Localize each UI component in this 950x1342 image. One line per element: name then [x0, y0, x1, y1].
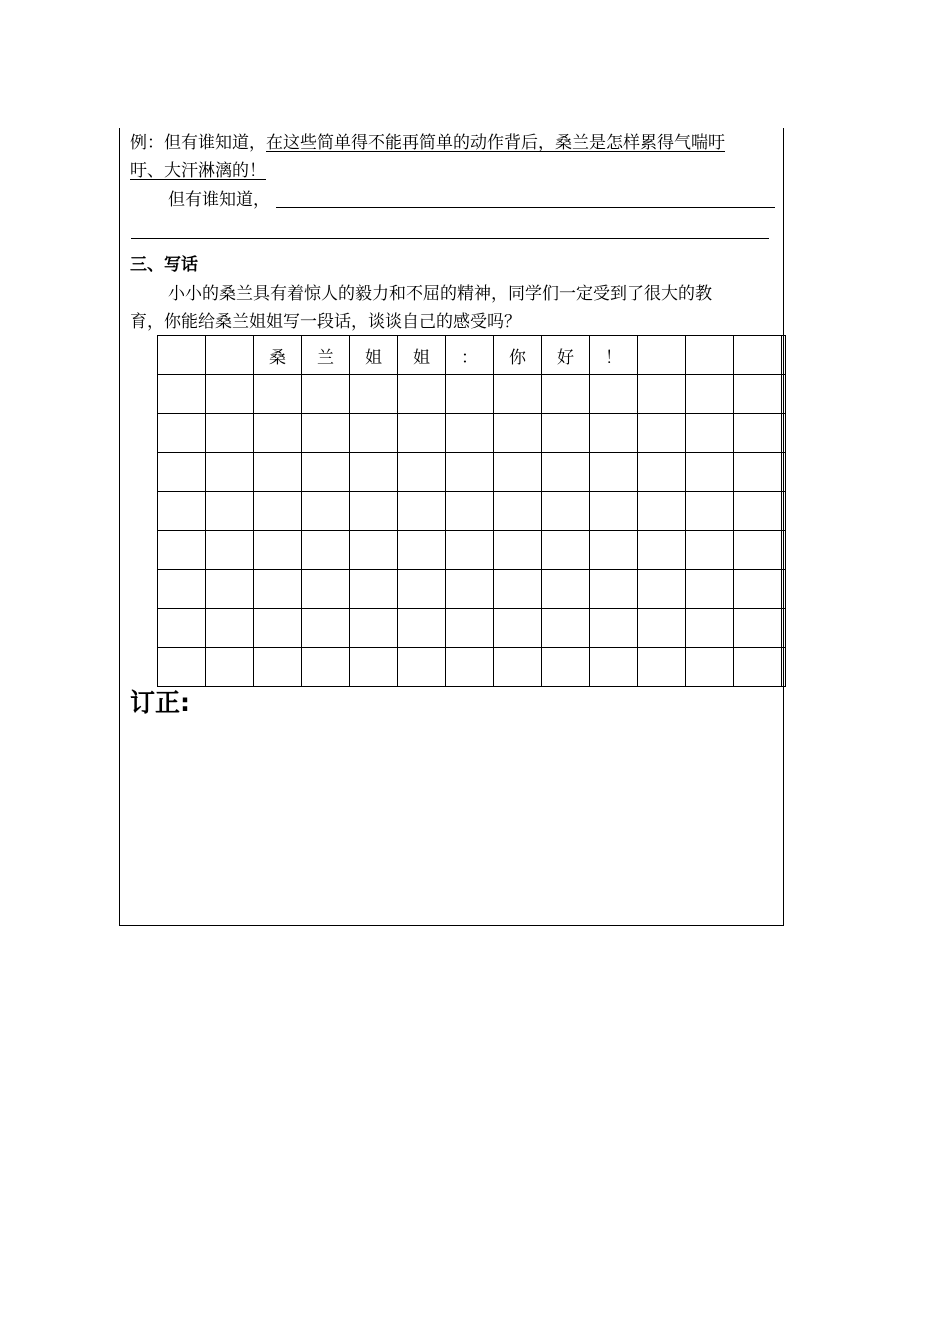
grid-row [158, 414, 786, 453]
grid-cell[interactable] [686, 648, 734, 687]
grid-cell[interactable] [254, 570, 302, 609]
grid-cell[interactable] [686, 609, 734, 648]
example-prefix: 例：但有谁知道， [130, 133, 266, 153]
example-underlined-2: 吁、大汗淋漓的！ [130, 161, 266, 181]
grid-cell[interactable] [254, 375, 302, 414]
grid-cell[interactable] [734, 492, 782, 531]
grid-cell[interactable] [638, 414, 686, 453]
grid-cell[interactable] [158, 609, 206, 648]
grid-cell[interactable] [350, 570, 398, 609]
grid-cell[interactable] [350, 648, 398, 687]
grid-cell[interactable] [254, 492, 302, 531]
grid-cell[interactable] [350, 414, 398, 453]
grid-cell[interactable] [350, 609, 398, 648]
grid-cell[interactable] [542, 531, 590, 570]
grid-cell[interactable] [590, 492, 638, 531]
grid-cell[interactable] [494, 375, 542, 414]
grid-cell[interactable] [206, 336, 254, 375]
grid-cell[interactable] [494, 648, 542, 687]
grid-cell[interactable] [638, 648, 686, 687]
grid-cell[interactable] [398, 492, 446, 531]
grid-cell[interactable] [206, 609, 254, 648]
grid-cell[interactable] [446, 414, 494, 453]
grid-cell[interactable] [446, 492, 494, 531]
grid-cell[interactable]: 你 [494, 336, 542, 375]
example-underlined-1: 在这些简单得不能再简单的动作背后，桑兰是怎样累得气喘吁 [266, 133, 725, 153]
grid-cell[interactable] [350, 492, 398, 531]
example-sentence-line1 [130, 131, 725, 155]
grid-cell[interactable] [638, 453, 686, 492]
grid-cell[interactable] [686, 492, 734, 531]
grid-row [158, 453, 786, 492]
grid-cell[interactable] [446, 609, 494, 648]
grid-cell[interactable] [206, 492, 254, 531]
grid-cell[interactable] [590, 453, 638, 492]
grid-cell[interactable] [446, 453, 494, 492]
grid-cell[interactable] [446, 531, 494, 570]
grid-cell[interactable] [494, 531, 542, 570]
grid-cell[interactable] [350, 453, 398, 492]
grid-cell[interactable] [590, 609, 638, 648]
grid-cell[interactable] [302, 531, 350, 570]
grid-cell[interactable]: 桑 [254, 336, 302, 375]
example-sentence-line2 [130, 159, 266, 183]
correction-label: 订正: [130, 688, 190, 717]
grid-edge-cell [782, 414, 786, 453]
grid-cell[interactable] [542, 609, 590, 648]
grid-cell[interactable] [686, 375, 734, 414]
grid-cell[interactable] [302, 648, 350, 687]
grid-edge-cell [782, 492, 786, 531]
grid-cell[interactable] [158, 531, 206, 570]
grid-cell[interactable] [398, 648, 446, 687]
grid-cell[interactable] [494, 453, 542, 492]
grid-cell[interactable] [494, 492, 542, 531]
grid-cell[interactable] [398, 375, 446, 414]
grid-cell[interactable] [590, 414, 638, 453]
writing-prompt-line1: 小小的桑兰具有着惊人的毅力和不屈的精神，同学们一定受到了很大的教 [168, 284, 712, 304]
grid-cell[interactable] [206, 570, 254, 609]
grid-cell[interactable] [734, 648, 782, 687]
grid-edge-cell [782, 375, 786, 414]
grid-edge-cell [782, 648, 786, 687]
grid-cell[interactable] [542, 648, 590, 687]
grid-cell[interactable]: 姐 [398, 336, 446, 375]
grid-row [158, 531, 786, 570]
grid-cell[interactable] [398, 609, 446, 648]
grid-cell[interactable] [638, 570, 686, 609]
fill-in-prompt: 但有谁知道， [168, 190, 270, 210]
grid-cell[interactable]: 好 [542, 336, 590, 375]
grid-cell[interactable] [206, 453, 254, 492]
grid-cell[interactable] [254, 609, 302, 648]
grid-row [158, 570, 786, 609]
grid-cell[interactable] [542, 375, 590, 414]
grid-cell[interactable] [686, 570, 734, 609]
grid-cell[interactable] [302, 414, 350, 453]
grid-cell[interactable] [590, 531, 638, 570]
grid-cell[interactable] [446, 570, 494, 609]
grid-cell[interactable] [590, 375, 638, 414]
grid-cell[interactable] [206, 375, 254, 414]
grid-cell[interactable] [638, 609, 686, 648]
grid-cell[interactable] [494, 609, 542, 648]
grid-row [158, 648, 786, 687]
grid-cell[interactable] [590, 648, 638, 687]
grid-cell[interactable] [734, 414, 782, 453]
grid-cell[interactable] [542, 492, 590, 531]
grid-row [158, 336, 786, 375]
grid-row [158, 492, 786, 531]
grid-cell[interactable] [590, 570, 638, 609]
answer-blank-1[interactable] [276, 207, 775, 208]
grid-cell[interactable]: 姐 [350, 336, 398, 375]
writing-grid[interactable] [157, 335, 786, 687]
grid-cell[interactable] [302, 492, 350, 531]
grid-cell[interactable] [254, 531, 302, 570]
grid-cell[interactable] [686, 414, 734, 453]
writing-prompt-line2: 育，你能给桑兰姐姐写一段话，谈谈自己的感受吗？ [130, 312, 521, 332]
grid-row [158, 609, 786, 648]
grid-cell[interactable] [254, 648, 302, 687]
grid-cell[interactable] [302, 609, 350, 648]
grid-cell[interactable] [734, 570, 782, 609]
grid-cell[interactable] [734, 609, 782, 648]
grid-cell[interactable] [350, 375, 398, 414]
grid-cell[interactable] [446, 648, 494, 687]
grid-cell[interactable] [158, 375, 206, 414]
grid-cell[interactable] [206, 414, 254, 453]
grid-cell[interactable] [542, 453, 590, 492]
grid-cell[interactable] [158, 492, 206, 531]
answer-blank-2[interactable] [131, 238, 769, 239]
grid-edge-cell [782, 453, 786, 492]
grid-cell[interactable] [158, 453, 206, 492]
grid-cell[interactable] [254, 453, 302, 492]
grid-cell[interactable] [734, 453, 782, 492]
grid-edge-cell [782, 609, 786, 648]
grid-cell[interactable] [686, 531, 734, 570]
grid-cell[interactable] [206, 648, 254, 687]
grid-cell[interactable] [158, 648, 206, 687]
grid-edge-cell [782, 570, 786, 609]
grid-cell[interactable] [398, 531, 446, 570]
section-title: 三、写话 [130, 255, 198, 275]
grid-cell[interactable] [734, 531, 782, 570]
grid-cell[interactable] [542, 570, 590, 609]
grid-cell[interactable]: 兰 [302, 336, 350, 375]
grid-cell[interactable] [398, 570, 446, 609]
grid-row [158, 375, 786, 414]
grid-cell[interactable] [446, 375, 494, 414]
grid-cell[interactable] [734, 375, 782, 414]
grid-cell[interactable] [638, 492, 686, 531]
grid-edge-cell [782, 531, 786, 570]
grid-cell[interactable] [494, 570, 542, 609]
grid-cell[interactable] [302, 570, 350, 609]
grid-cell[interactable] [158, 336, 206, 375]
grid-cell[interactable] [686, 453, 734, 492]
grid-cell[interactable] [206, 531, 254, 570]
grid-cell[interactable] [158, 570, 206, 609]
grid-cell[interactable] [734, 336, 782, 375]
grid-cell[interactable] [638, 375, 686, 414]
grid-cell[interactable] [158, 414, 206, 453]
grid-cell[interactable]: ！ [590, 336, 638, 375]
grid-cell[interactable] [686, 336, 734, 375]
grid-cell[interactable] [398, 453, 446, 492]
grid-cell[interactable] [398, 414, 446, 453]
grid-cell[interactable] [350, 531, 398, 570]
grid-cell[interactable]: ： [446, 336, 494, 375]
grid-cell[interactable] [542, 414, 590, 453]
grid-cell[interactable] [638, 531, 686, 570]
grid-edge-cell [782, 336, 786, 375]
grid-cell[interactable] [494, 414, 542, 453]
grid-cell[interactable] [254, 414, 302, 453]
grid-cell[interactable] [302, 375, 350, 414]
grid-cell[interactable] [638, 336, 686, 375]
grid-cell[interactable] [302, 453, 350, 492]
